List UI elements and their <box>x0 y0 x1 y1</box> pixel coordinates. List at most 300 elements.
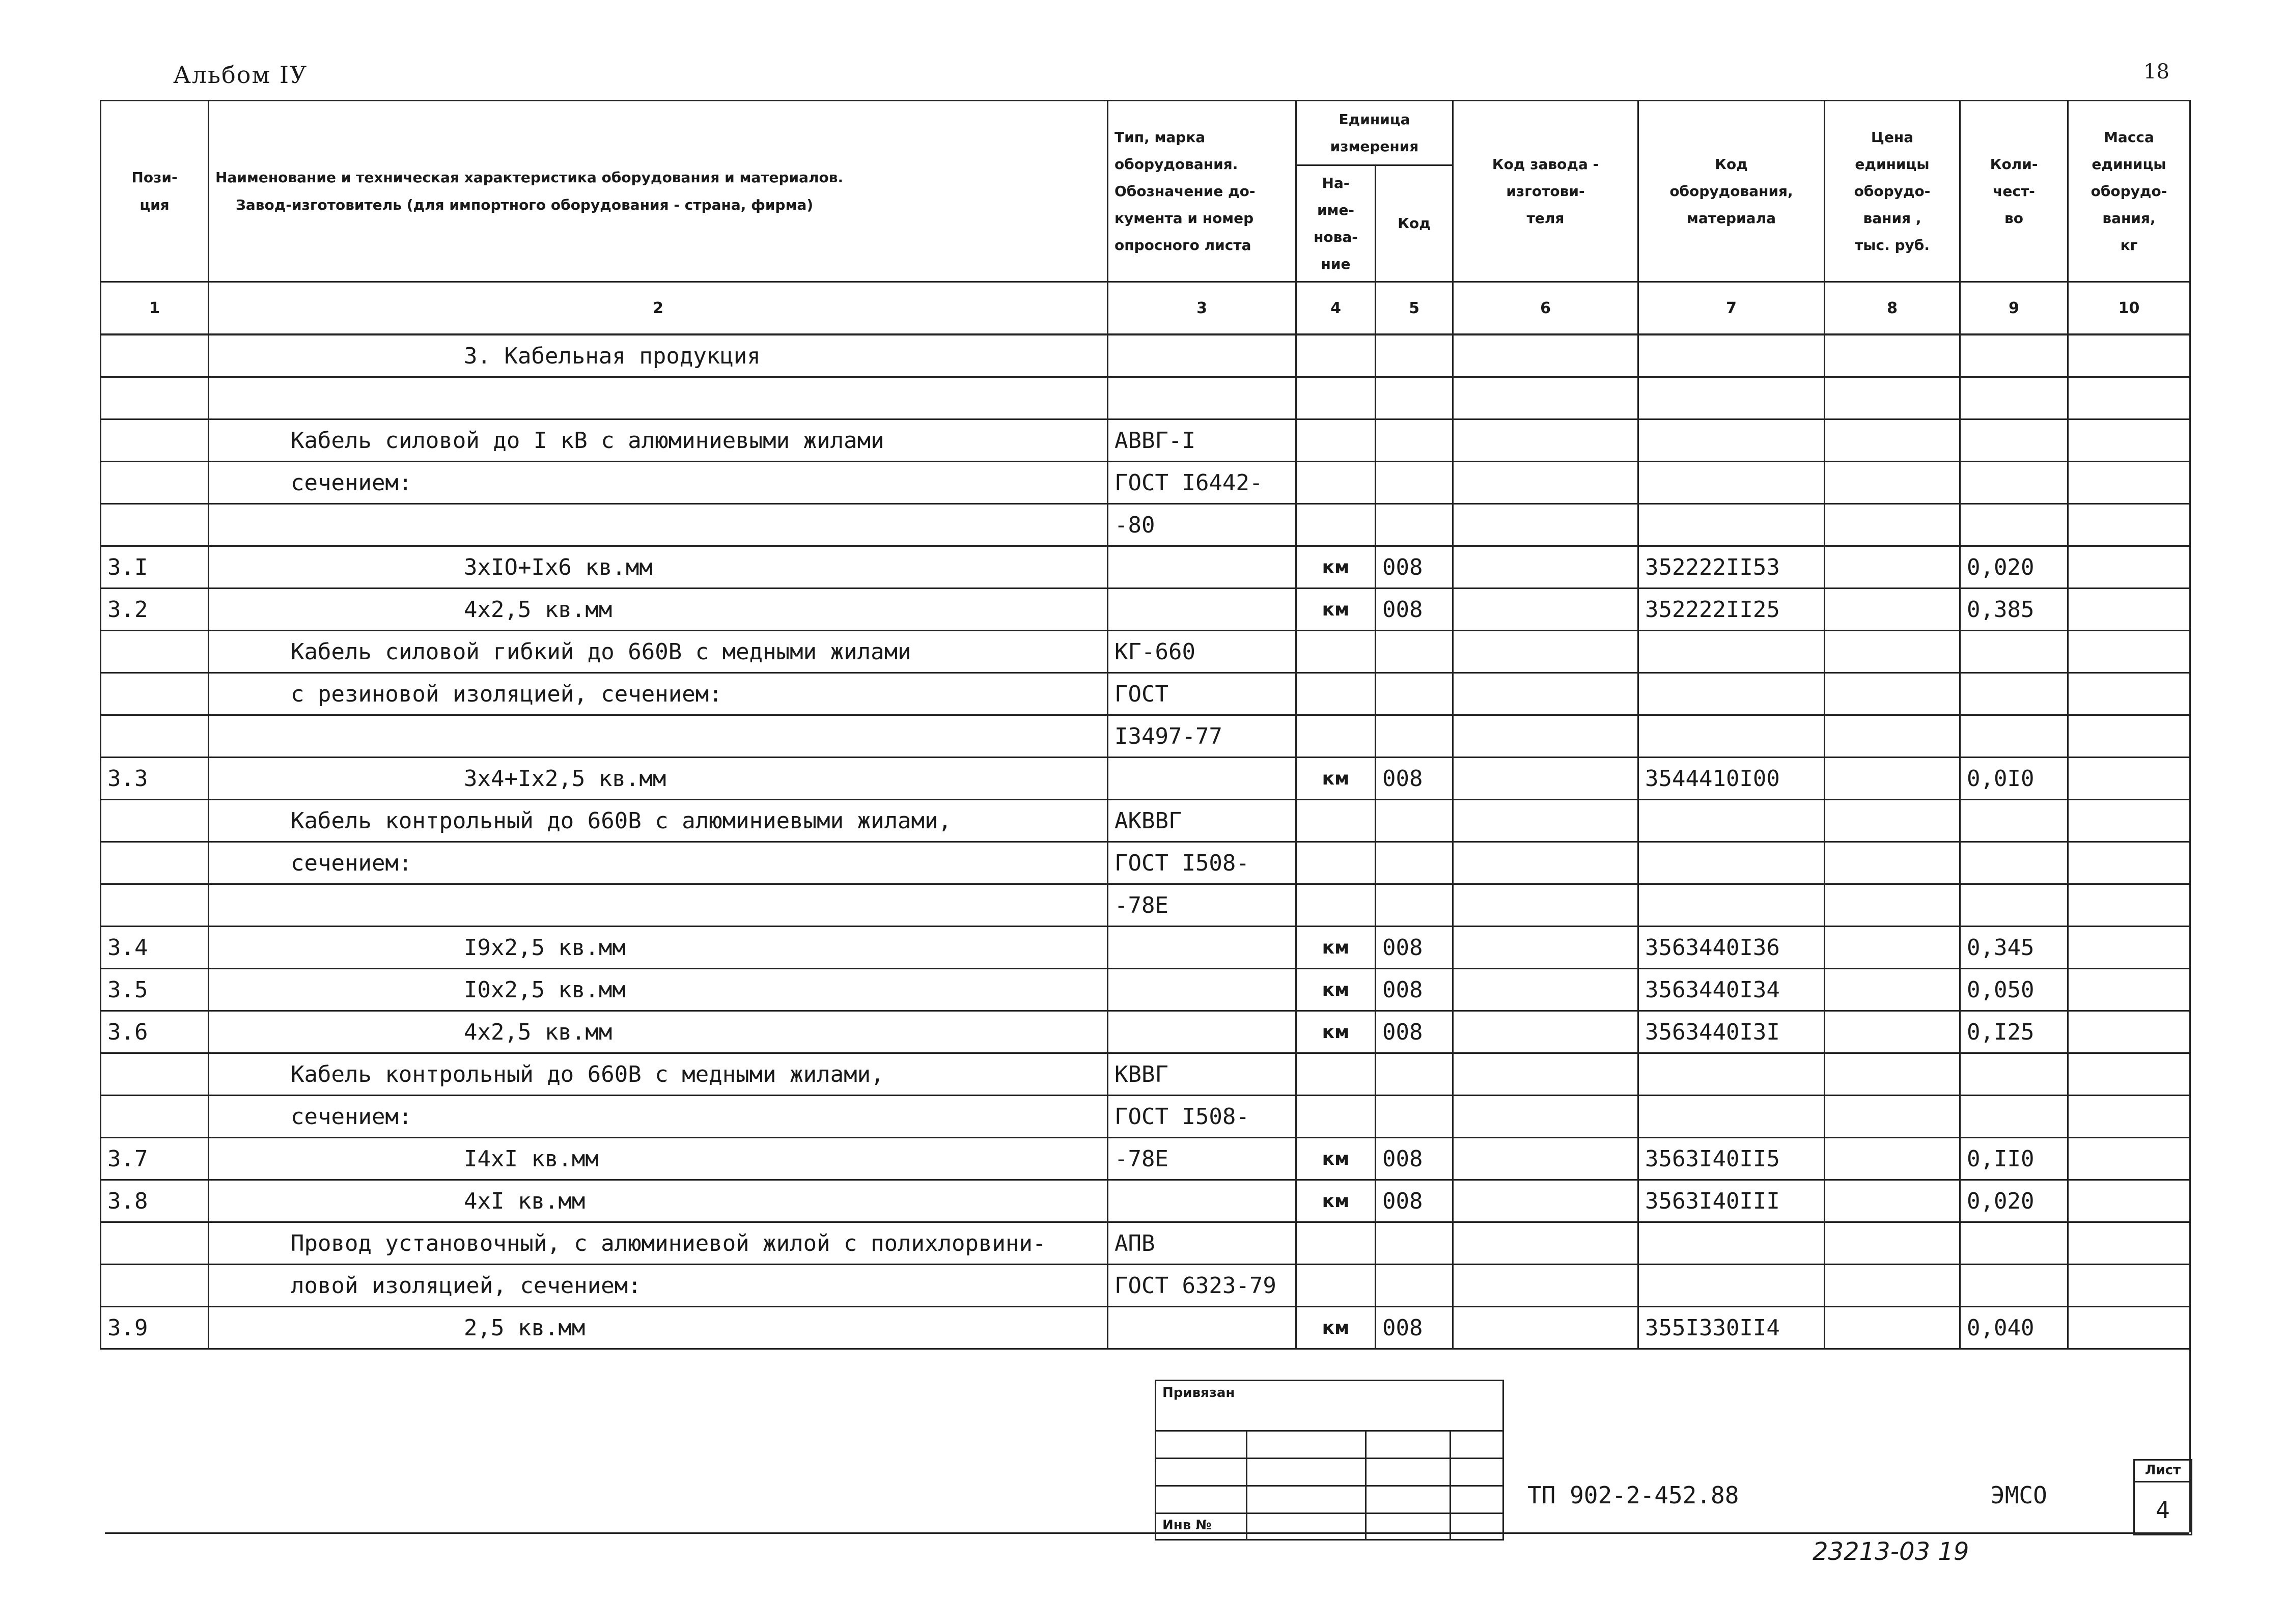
cell-unit-code <box>1376 419 1453 462</box>
cell-unit-code: 008 <box>1376 1307 1453 1349</box>
cell-position <box>101 334 209 377</box>
cell-price <box>1825 842 1960 884</box>
cell-unit-code: 008 <box>1376 1011 1453 1053</box>
cell-unit: км <box>1296 1307 1376 1349</box>
cell-price <box>1825 1138 1960 1180</box>
cell-price <box>1825 715 1960 758</box>
table-body <box>101 334 2190 1349</box>
cell-price <box>1825 673 1960 715</box>
cell-price <box>1825 927 1960 969</box>
cell-manufacturer-code <box>1453 377 1638 419</box>
cell-mass <box>2068 589 2190 631</box>
cell-unit-code <box>1376 377 1453 419</box>
table-row <box>101 673 2190 715</box>
cell-price <box>1825 1265 1960 1307</box>
col-header-quantity: Коли- чест- во <box>1960 101 2068 282</box>
table-row <box>101 969 2190 1011</box>
cell-unit-code: 008 <box>1376 589 1453 631</box>
cell-quantity <box>1960 842 2068 884</box>
cell-mass <box>2068 377 2190 419</box>
cell-manufacturer-code <box>1453 462 1638 504</box>
cell-equipment-code <box>1638 419 1825 462</box>
cell-mass <box>2068 800 2190 842</box>
cell-equipment-code <box>1638 1053 1825 1096</box>
cell-unit-code <box>1376 631 1453 673</box>
cell-type: ГОСТ 6323-79 <box>1108 1265 1296 1307</box>
cell-quantity <box>1960 1096 2068 1138</box>
cell-unit <box>1296 673 1376 715</box>
cell-equipment-code <box>1638 377 1825 419</box>
cell-mass <box>2068 462 2190 504</box>
cell-type: -78Е <box>1108 884 1296 927</box>
cell-equipment-code: 3563I40III <box>1638 1180 1825 1222</box>
table-row <box>101 1307 2190 1349</box>
cell-type: АВВГ-I <box>1108 419 1296 462</box>
attachment-stamp <box>1155 1380 1504 1541</box>
cell-equipment-code: 3563440I3I <box>1638 1011 1825 1053</box>
cell-unit <box>1296 334 1376 377</box>
cell-position: 3.4 <box>101 927 209 969</box>
cell-unit: км <box>1296 1180 1376 1222</box>
document-mark: ЭМСО <box>1991 1481 2047 1509</box>
cell-name: сечением: <box>209 842 1108 884</box>
cell-quantity <box>1960 1053 2068 1096</box>
cell-manufacturer-code <box>1453 715 1638 758</box>
cell-unit-code: 008 <box>1376 758 1453 800</box>
cell-unit-code <box>1376 334 1453 377</box>
cell-mass <box>2068 631 2190 673</box>
cell-equipment-code <box>1638 1222 1825 1265</box>
cell-unit <box>1296 884 1376 927</box>
cell-unit <box>1296 1096 1376 1138</box>
cell-unit: км <box>1296 927 1376 969</box>
table-row <box>101 884 2190 927</box>
specification-table <box>100 100 2191 1350</box>
cell-position: 3.7 <box>101 1138 209 1180</box>
inventory-number: 23213-03 19 <box>1813 1537 1969 1566</box>
cell-price <box>1825 546 1960 589</box>
cell-mass <box>2068 1307 2190 1349</box>
cell-quantity <box>1960 462 2068 504</box>
cell-equipment-code: 355I330II4 <box>1638 1307 1825 1349</box>
cell-price <box>1825 334 1960 377</box>
cell-price <box>1825 884 1960 927</box>
document-code: ТП 902-2-452.88 <box>1527 1481 1739 1509</box>
cell-quantity <box>1960 1265 2068 1307</box>
cell-type: АПВ <box>1108 1222 1296 1265</box>
cell-type <box>1108 1180 1296 1222</box>
cell-name: Кабель силовой до I кВ с алюминиевыми жилами <box>209 419 1108 462</box>
col-header-unit-group: Единица измерения <box>1296 101 1453 165</box>
cell-mass <box>2068 673 2190 715</box>
cell-equipment-code <box>1638 504 1825 546</box>
cell-unit <box>1296 377 1376 419</box>
column-number-row <box>101 282 2190 335</box>
cell-quantity: 0,385 <box>1960 589 2068 631</box>
cell-unit-code: 008 <box>1376 1180 1453 1222</box>
cell-quantity <box>1960 334 2068 377</box>
cell-position <box>101 631 209 673</box>
cell-unit: км <box>1296 589 1376 631</box>
cell-position <box>101 800 209 842</box>
col-header-position: Пози- ция <box>101 101 209 282</box>
cell-unit <box>1296 1265 1376 1307</box>
cell-name: 4хI кв.мм <box>209 1180 1108 1222</box>
cell-mass <box>2068 1138 2190 1180</box>
table-row <box>101 758 2190 800</box>
col-num: 9 <box>1960 282 2068 335</box>
table-row <box>101 504 2190 546</box>
table-row <box>101 631 2190 673</box>
cell-unit-code <box>1376 504 1453 546</box>
bottom-rule <box>105 1532 2189 1534</box>
cell-type: КВВГ <box>1108 1053 1296 1096</box>
cell-name: 3х4+Iх2,5 кв.мм <box>209 758 1108 800</box>
cell-unit <box>1296 800 1376 842</box>
cell-equipment-code: 3563440I34 <box>1638 969 1825 1011</box>
table-row <box>101 546 2190 589</box>
cell-type <box>1108 1011 1296 1053</box>
cell-position <box>101 842 209 884</box>
cell-name: 2,5 кв.мм <box>209 1307 1108 1349</box>
cell-name <box>209 715 1108 758</box>
col-num: 5 <box>1376 282 1453 335</box>
cell-position: 3.5 <box>101 969 209 1011</box>
cell-equipment-code <box>1638 334 1825 377</box>
cell-manufacturer-code <box>1453 758 1638 800</box>
cell-unit-code: 008 <box>1376 546 1453 589</box>
cell-quantity <box>1960 715 2068 758</box>
col-num: 3 <box>1108 282 1296 335</box>
cell-manufacturer-code <box>1453 546 1638 589</box>
table-row <box>101 334 2190 377</box>
cell-unit-code <box>1376 884 1453 927</box>
table-row <box>101 927 2190 969</box>
table-row <box>101 377 2190 419</box>
cell-unit: км <box>1296 546 1376 589</box>
cell-unit <box>1296 1222 1376 1265</box>
cell-price <box>1825 504 1960 546</box>
cell-quantity: 0,II0 <box>1960 1138 2068 1180</box>
cell-type <box>1108 334 1296 377</box>
header-row <box>101 101 2190 165</box>
cell-manufacturer-code <box>1453 800 1638 842</box>
col-header-unit-code: Код <box>1376 165 1453 282</box>
cell-quantity: 0,020 <box>1960 546 2068 589</box>
cell-equipment-code: 352222II53 <box>1638 546 1825 589</box>
table-row <box>101 715 2190 758</box>
cell-position: 3.I <box>101 546 209 589</box>
table-row <box>101 1222 2190 1265</box>
cell-equipment-code <box>1638 842 1825 884</box>
cell-mass <box>2068 842 2190 884</box>
cell-name: Кабель контрольный до 660В с алюминиевыми жилами, <box>209 800 1108 842</box>
cell-manufacturer-code <box>1453 884 1638 927</box>
cell-manufacturer-code <box>1453 589 1638 631</box>
cell-position <box>101 715 209 758</box>
cell-price <box>1825 589 1960 631</box>
table-row <box>101 589 2190 631</box>
table-row <box>101 1011 2190 1053</box>
cell-price <box>1825 758 1960 800</box>
cell-mass <box>2068 1053 2190 1096</box>
table-row <box>101 842 2190 884</box>
cell-manufacturer-code <box>1453 1180 1638 1222</box>
cell-equipment-code <box>1638 462 1825 504</box>
cell-unit: км <box>1296 1138 1376 1180</box>
cell-manufacturer-code <box>1453 1096 1638 1138</box>
cell-equipment-code <box>1638 1265 1825 1307</box>
cell-quantity <box>1960 1222 2068 1265</box>
cell-position <box>101 1265 209 1307</box>
cell-quantity <box>1960 800 2068 842</box>
cell-mass <box>2068 927 2190 969</box>
cell-name: с резиновой изоляцией, сечением: <box>209 673 1108 715</box>
col-num: 1 <box>101 282 209 335</box>
cell-manufacturer-code <box>1453 927 1638 969</box>
cell-quantity <box>1960 631 2068 673</box>
cell-price <box>1825 1222 1960 1265</box>
cell-mass <box>2068 715 2190 758</box>
frame-right-border <box>2189 100 2191 1532</box>
cell-unit <box>1296 631 1376 673</box>
cell-position <box>101 462 209 504</box>
cell-type: -78Е <box>1108 1138 1296 1180</box>
cell-type <box>1108 377 1296 419</box>
cell-mass <box>2068 504 2190 546</box>
cell-price <box>1825 800 1960 842</box>
cell-quantity: 0,0I0 <box>1960 758 2068 800</box>
cell-unit-code: 008 <box>1376 1138 1453 1180</box>
cell-price <box>1825 1096 1960 1138</box>
cell-manufacturer-code <box>1453 504 1638 546</box>
cell-name: сечением: <box>209 462 1108 504</box>
cell-unit-code: 008 <box>1376 969 1453 1011</box>
sheet-number: 4 <box>2156 1496 2170 1524</box>
cell-equipment-code: 352222II25 <box>1638 589 1825 631</box>
cell-unit <box>1296 462 1376 504</box>
cell-equipment-code: 3563440I36 <box>1638 927 1825 969</box>
cell-mass <box>2068 1222 2190 1265</box>
cell-quantity <box>1960 504 2068 546</box>
cell-unit-code <box>1376 673 1453 715</box>
cell-name <box>209 884 1108 927</box>
cell-manufacturer-code <box>1453 969 1638 1011</box>
cell-manufacturer-code <box>1453 1011 1638 1053</box>
col-num: 6 <box>1453 282 1638 335</box>
cell-name: ловой изоляцией, сечением: <box>209 1265 1108 1307</box>
cell-type <box>1108 1307 1296 1349</box>
cell-position <box>101 1053 209 1096</box>
cell-mass <box>2068 1265 2190 1307</box>
cell-equipment-code <box>1638 673 1825 715</box>
cell-quantity: 0,345 <box>1960 927 2068 969</box>
cell-equipment-code <box>1638 800 1825 842</box>
cell-price <box>1825 377 1960 419</box>
table-row <box>101 419 2190 462</box>
col-num: 2 <box>209 282 1108 335</box>
page-corner-number: 18 <box>2143 60 2169 83</box>
col-num: 4 <box>1296 282 1376 335</box>
cell-mass <box>2068 334 2190 377</box>
cell-price <box>1825 631 1960 673</box>
cell-position: 3.8 <box>101 1180 209 1222</box>
cell-name: I0х2,5 кв.мм <box>209 969 1108 1011</box>
sheet-label: Лист <box>2135 1463 2191 1482</box>
cell-type: КГ-660 <box>1108 631 1296 673</box>
cell-unit-code <box>1376 715 1453 758</box>
col-header-price: Цена единицы оборудо- вания , тыс. руб. <box>1825 101 1960 282</box>
cell-position: 3.9 <box>101 1307 209 1349</box>
cell-quantity <box>1960 884 2068 927</box>
cell-type: ГОСТ <box>1108 673 1296 715</box>
cell-equipment-code <box>1638 1096 1825 1138</box>
table-row <box>101 462 2190 504</box>
cell-unit-code <box>1376 800 1453 842</box>
cell-name: 3хIО+Iх6 кв.мм <box>209 546 1108 589</box>
cell-position: 3.3 <box>101 758 209 800</box>
cell-unit: км <box>1296 1011 1376 1053</box>
cell-unit-code <box>1376 1096 1453 1138</box>
cell-position: 3.6 <box>101 1011 209 1053</box>
cell-manufacturer-code <box>1453 419 1638 462</box>
cell-type <box>1108 758 1296 800</box>
cell-unit-code <box>1376 1265 1453 1307</box>
cell-type <box>1108 927 1296 969</box>
cell-type <box>1108 589 1296 631</box>
cell-unit: км <box>1296 758 1376 800</box>
cell-mass <box>2068 758 2190 800</box>
cell-manufacturer-code <box>1453 1265 1638 1307</box>
cell-manufacturer-code <box>1453 1138 1638 1180</box>
cell-unit-code <box>1376 842 1453 884</box>
cell-position <box>101 504 209 546</box>
cell-unit-code <box>1376 462 1453 504</box>
cell-name <box>209 377 1108 419</box>
cell-type: ГОСТ I6442- <box>1108 462 1296 504</box>
cell-equipment-code <box>1638 884 1825 927</box>
cell-unit: км <box>1296 969 1376 1011</box>
cell-equipment-code <box>1638 631 1825 673</box>
col-num: 8 <box>1825 282 1960 335</box>
cell-price <box>1825 419 1960 462</box>
col-num: 7 <box>1638 282 1825 335</box>
cell-name: I9х2,5 кв.мм <box>209 927 1108 969</box>
cell-price <box>1825 1011 1960 1053</box>
cell-name: 3. Кабельная продукция <box>209 334 1108 377</box>
table-row <box>101 1180 2190 1222</box>
table-row <box>101 800 2190 842</box>
cell-equipment-code: 3544410I00 <box>1638 758 1825 800</box>
cell-type <box>1108 969 1296 1011</box>
cell-position <box>101 419 209 462</box>
cell-type: I3497-77 <box>1108 715 1296 758</box>
cell-price <box>1825 462 1960 504</box>
cell-price <box>1825 969 1960 1011</box>
table-row <box>101 1053 2190 1096</box>
col-num: 10 <box>2068 282 2190 335</box>
cell-manufacturer-code <box>1453 1222 1638 1265</box>
cell-unit <box>1296 1053 1376 1096</box>
cell-type: ГОСТ I508- <box>1108 1096 1296 1138</box>
cell-position <box>101 673 209 715</box>
sheet-number-box <box>2133 1459 2192 1535</box>
cell-manufacturer-code <box>1453 334 1638 377</box>
col-header-manufacturer-code: Код завода - изготови- теля <box>1453 101 1638 282</box>
table-row <box>101 1265 2190 1307</box>
cell-unit <box>1296 504 1376 546</box>
cell-unit-code: 008 <box>1376 927 1453 969</box>
cell-position <box>101 1096 209 1138</box>
cell-name <box>209 504 1108 546</box>
cell-quantity <box>1960 419 2068 462</box>
album-title: Альбом IУ <box>173 61 308 89</box>
cell-name: 4х2,5 кв.мм <box>209 589 1108 631</box>
cell-unit <box>1296 419 1376 462</box>
cell-type <box>1108 546 1296 589</box>
cell-name: сечением: <box>209 1096 1108 1138</box>
cell-mass <box>2068 1180 2190 1222</box>
cell-name: Кабель силовой гибкий до 660В с медными жилами <box>209 631 1108 673</box>
cell-name: Кабель контрольный до 660В с медными жилами, <box>209 1053 1108 1096</box>
cell-price <box>1825 1180 1960 1222</box>
cell-mass <box>2068 884 2190 927</box>
col-header-type: Тип, марка оборудования. Обозначение до- кумента и номер опросного листа <box>1108 101 1296 282</box>
cell-unit <box>1296 715 1376 758</box>
cell-manufacturer-code <box>1453 842 1638 884</box>
cell-unit-code <box>1376 1053 1453 1096</box>
cell-mass <box>2068 419 2190 462</box>
cell-name: I4хI кв.мм <box>209 1138 1108 1180</box>
cell-type: АКВВГ <box>1108 800 1296 842</box>
col-header-name: Наименование и техническая характеристика оборудования и материалов. Завод-изготовитель (для импортного оборудования - страна, фирма) <box>209 101 1108 282</box>
cell-unit-code <box>1376 1222 1453 1265</box>
cell-type: ГОСТ I508- <box>1108 842 1296 884</box>
cell-equipment-code <box>1638 715 1825 758</box>
cell-name: Провод установочный, с алюминиевой жилой с полихлорвини- <box>209 1222 1108 1265</box>
cell-position <box>101 884 209 927</box>
cell-equipment-code: 3563I40II5 <box>1638 1138 1825 1180</box>
cell-type: -80 <box>1108 504 1296 546</box>
cell-mass <box>2068 546 2190 589</box>
cell-position <box>101 1222 209 1265</box>
table-row <box>101 1096 2190 1138</box>
cell-mass <box>2068 1096 2190 1138</box>
cell-manufacturer-code <box>1453 673 1638 715</box>
cell-position: 3.2 <box>101 589 209 631</box>
col-header-mass: Масса единицы оборудо- вания, кг <box>2068 101 2190 282</box>
table-row <box>101 1138 2190 1180</box>
cell-name: 4х2,5 кв.мм <box>209 1011 1108 1053</box>
cell-manufacturer-code <box>1453 631 1638 673</box>
cell-quantity <box>1960 377 2068 419</box>
col-header-unit-name: На- име- нова- ние <box>1296 165 1376 282</box>
cell-price <box>1825 1053 1960 1096</box>
stamp-attached-label: Привязан <box>1162 1385 1235 1401</box>
cell-quantity: 0,050 <box>1960 969 2068 1011</box>
col-header-equipment-code: Код оборудования, материала <box>1638 101 1825 282</box>
cell-quantity: 0,020 <box>1960 1180 2068 1222</box>
cell-price <box>1825 1307 1960 1349</box>
cell-quantity <box>1960 673 2068 715</box>
cell-quantity: 0,040 <box>1960 1307 2068 1349</box>
cell-manufacturer-code <box>1453 1307 1638 1349</box>
cell-quantity: 0,I25 <box>1960 1011 2068 1053</box>
cell-manufacturer-code <box>1453 1053 1638 1096</box>
stamp-inventory-label: Инв № <box>1162 1518 1212 1533</box>
cell-mass <box>2068 1011 2190 1053</box>
cell-position <box>101 377 209 419</box>
